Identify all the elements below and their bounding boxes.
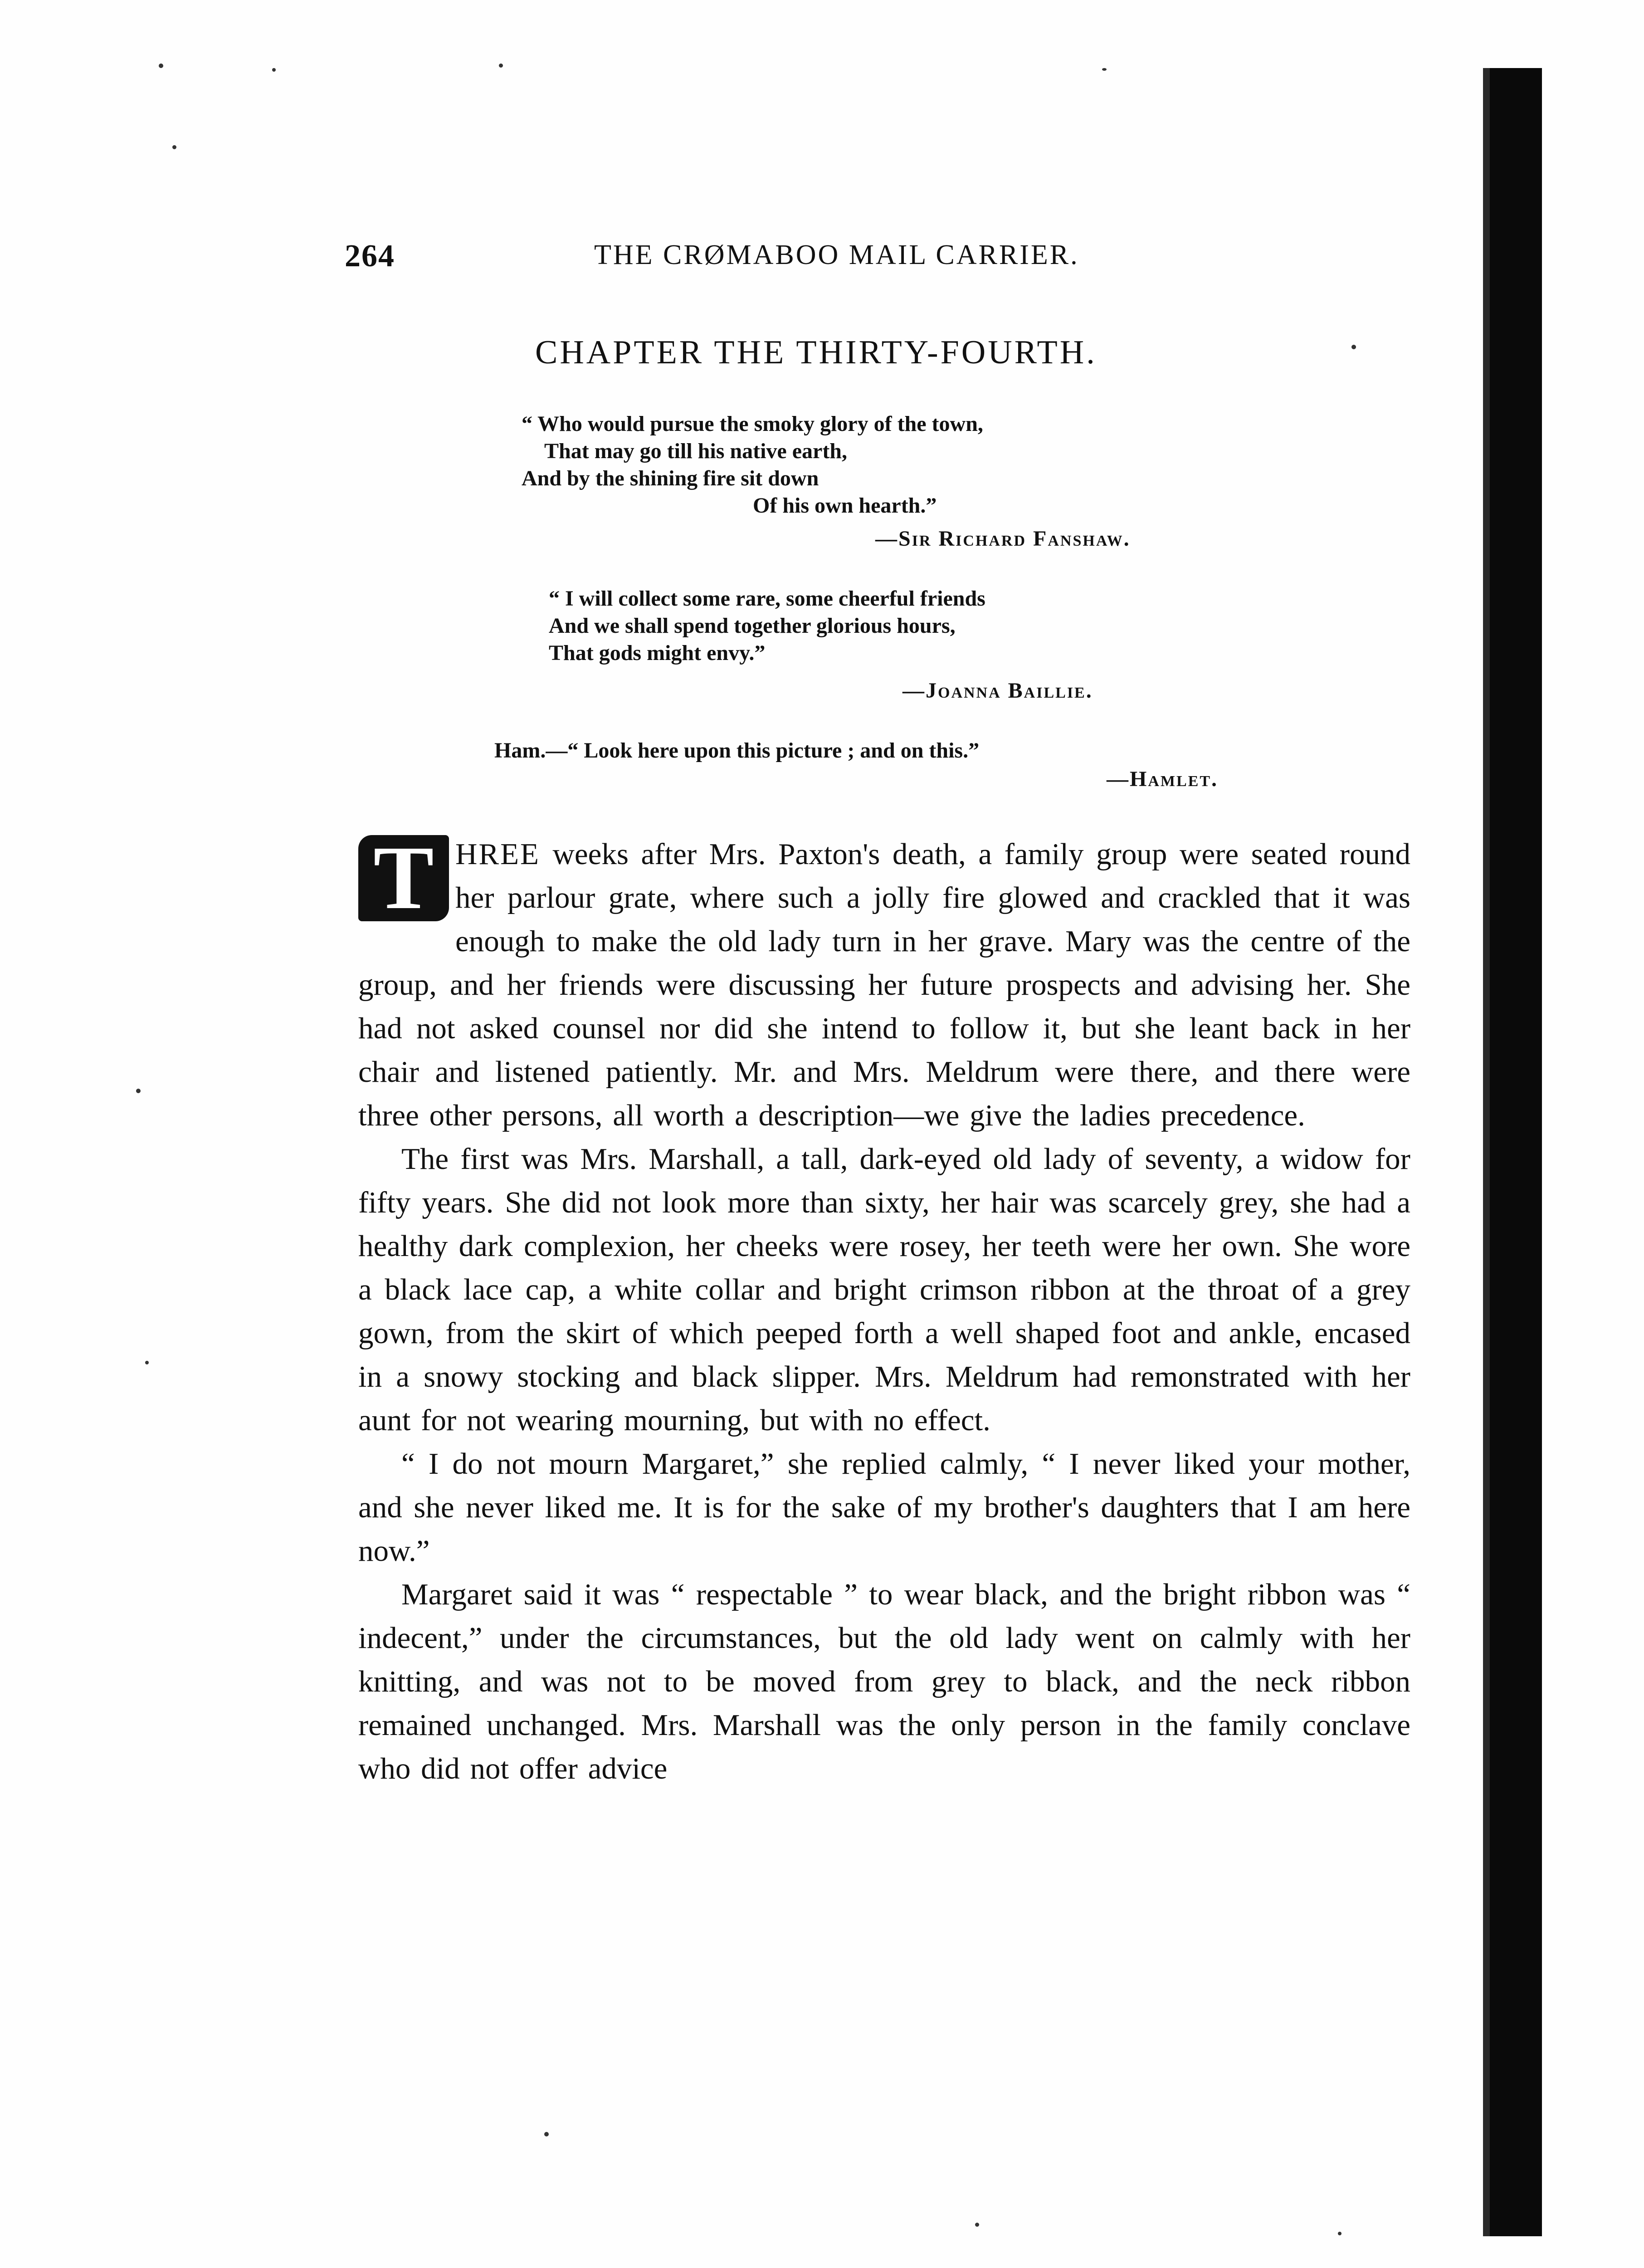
scan-speck (145, 1361, 149, 1364)
drop-cap: T (358, 835, 449, 921)
scan-speck (159, 64, 163, 68)
chapter-body (358, 828, 1410, 1790)
epigraph-line: And by the shining fire sit down (522, 466, 819, 490)
epigraph-line: “ Who would pursue the smoky glory of the town, (522, 412, 983, 436)
first-word-rest: HREE (455, 837, 540, 871)
paragraph: The first was Mrs. Marshall, a tall, dark-eyed old lady of seventy, a widow for fifty years. She did not look more than sixty, her hair was scarcely grey, she had a healthy dark complexion, her cheeks were rosey, her teeth were her own. She wore a black lace cap, a white collar and bright crimson ribbon at the throat of a grey gown, from the skirt of which peeped forth a well shaped foot and ankle, encased in a snowy stocking and black slipper. Mrs. Meldrum had remonstrated with her aunt for not wearing mourning, but with no effect. (358, 1142, 1410, 1437)
scan-speck (1102, 68, 1107, 71)
paragraph: “ I do not mourn Margaret,” she replied calmly, “ I never liked your mother, and she never liked me. It is for the sake of my brother's daughters that I am here now.” (358, 1447, 1410, 1568)
scan-speck (544, 2132, 549, 2136)
epigraph-attribution: —Sir Richard Fanshaw. (875, 527, 1131, 551)
scan-speck (272, 68, 276, 72)
paragraph (358, 828, 1410, 1137)
scan-speck (1338, 2232, 1342, 2235)
scan-speck (499, 64, 503, 68)
epigraph-line: That gods might envy.” (549, 641, 766, 665)
scan-binding-edge (1490, 68, 1542, 2236)
epigraph-line: That may go till his native earth, (544, 439, 847, 463)
scan-speck (1351, 345, 1356, 349)
epigraph-attribution: —Joanna Baillie. (902, 679, 1093, 703)
running-title: THE CRØMABOO MAIL CARRIER. (594, 240, 1079, 270)
epigraph-hamlet (494, 737, 979, 764)
paragraph-text: weeks after Mrs. Paxton's death, a family group were seated round her parlour grate, where such a jolly fire glowed and crackled that it was enough to make the old lady turn in her grave. Mary was the centre of the group, and her friends were discussing her future prospects and advising her. She had not asked counsel nor did she intend to follow it, but she leant back in her chair and listened patiently. Mr. and Mrs. Meldrum were there, and there were three other persons, all worth a description—we give the ladies precedence. (358, 837, 1410, 1132)
page-number: 264 (345, 239, 395, 274)
scan-speck (136, 1089, 141, 1093)
epigraph-line: And we shall spend together glorious hours, (549, 614, 956, 638)
scan-speck (172, 145, 176, 149)
epigraph-line: Ham.—“ Look here upon this picture ; and on this.” (494, 738, 980, 763)
paragraph: Margaret said it was “ respectable ” to wear black, and the bright ribbon was “ indecent,” under the circumstances, but the old lady went on calmly with her knitting, and was not to be moved from grey to black, and the neck ribbon remained unchanged. Mrs. Marshall was the only person in the family conclave who did not offer advice (358, 1578, 1410, 1785)
scan-speck (975, 2223, 979, 2227)
epigraph-line: “ I will collect some rare, some cheerful friends (549, 587, 985, 611)
epigraph-fanshaw (522, 411, 983, 519)
running-header (345, 238, 1156, 279)
chapter-heading: CHAPTER THE THIRTY-FOURTH. (535, 334, 1097, 371)
epigraph-attribution: —Hamlet. (1107, 767, 1219, 791)
epigraph-baillie (549, 585, 985, 667)
epigraph-line: Of his own hearth.” (753, 494, 937, 518)
